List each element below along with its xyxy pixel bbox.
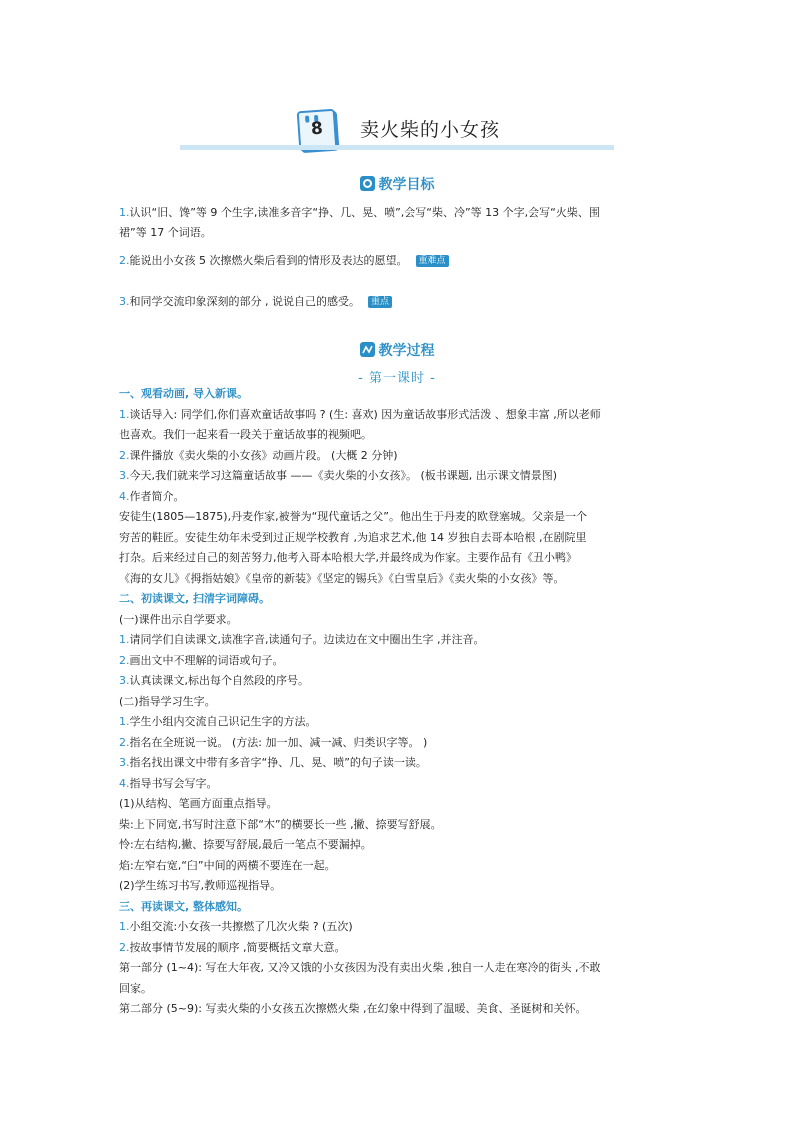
item-number: 4.: [119, 776, 130, 790]
objective-text: 认识“旧、馋”等 9 个生字,读准多音字“挣、几、晃、喷”,会写“柴、冷”等 13 个字,会写“火柴、围: [129, 206, 600, 219]
line-text: 第一部分 (1~4): 写在大年夜, 又冷又饿的小女孩因为没有卖出火柴 ,独自一人走在寒冷的街头 ,不敢: [119, 961, 601, 974]
line-text: 课件播放《卖火柴的小女孩》动画片段。 (大概 2 分钟): [129, 448, 398, 462]
line-text: 今天,我们就来学习这篇童话故事 ——《卖火柴的小女孩》。 (板书课题, 出示课文情景图): [129, 469, 558, 482]
line-text: 《海的女儿》《拇指姑娘》《皇帝的新装》《坚定的锡兵》《白雪皇后》《卖火柴的小女孩》等。: [119, 571, 565, 585]
line-text: 请同学们自读课文,读准字音,读通句子。边读边在文中圈出生字 ,并注音。: [129, 633, 485, 646]
line-text: 指导书写会写字。: [129, 776, 218, 790]
line-text: 怜:左右结构,撇、捺要写舒展,最后一笔点不要漏掉。: [119, 838, 372, 851]
lesson-header: [180, 104, 614, 152]
line-text: 安徒生(1805—1875),丹麦作家,被誉为“现代童话之父”。他出生于丹麦的欧登塞城。父亲是一个: [119, 510, 587, 523]
item-number: 4.: [119, 489, 130, 503]
title-divider: [180, 145, 614, 150]
lesson-number: 8: [310, 118, 324, 140]
objective-item: [119, 251, 679, 271]
target-icon: [360, 176, 375, 191]
text-line: [119, 958, 679, 979]
line-text: 小组交流:小女孩一共擦燃了几次火柴 ? (五次): [129, 920, 353, 933]
text-line: [119, 753, 679, 774]
objective-number: 3.: [119, 295, 130, 308]
line-text: 一、观看动画, 导入新课。: [119, 387, 249, 400]
process-heading-text: 教学过程: [378, 343, 435, 359]
section-subheading: [119, 589, 679, 610]
line-text: 柴:上下同宽,书写时注意下部“木”的横要长一些 ,撇、捺要写舒展。: [119, 817, 442, 831]
text-line: [119, 466, 679, 487]
objectives-heading-text: 教学目标: [378, 177, 435, 193]
text-line: [119, 733, 679, 754]
objective-text: 和同学交流印象深刻的部分 , 说说自己的感受。: [129, 295, 360, 308]
text-line: [119, 876, 679, 897]
item-number: 2.: [119, 653, 130, 667]
line-text: 作者简介。: [129, 489, 185, 503]
item-number: 2.: [119, 940, 130, 954]
difficulty-tag: 重难点: [416, 255, 449, 267]
line-text: 二、初读课文, 扫清字词障碍。: [119, 592, 271, 605]
text-line: [119, 651, 679, 672]
line-text: 回家。: [119, 981, 152, 995]
text-line: [119, 528, 679, 549]
line-text: 指名在全班说一说。 (方法: 加一加、减一减、归类识字等。 ): [129, 735, 428, 749]
line-text: 画出文中不理解的词语或句子。: [129, 653, 284, 667]
item-number: 1.: [119, 633, 130, 646]
line-text: (一)课件出示自学要求。: [119, 612, 238, 626]
text-line: [119, 446, 679, 467]
text-line: [119, 487, 679, 508]
line-text: 指名找出课文中带有多音字“挣、几、晃、喷”的句子读一读。: [129, 756, 427, 769]
text-line: [119, 856, 679, 877]
text-line: [119, 630, 679, 651]
lesson-title: 卖火柴的小女孩: [360, 119, 501, 141]
item-number: 3.: [119, 469, 130, 482]
section-subheading: [119, 897, 679, 918]
objective-text-cont: 裙”等 17 个词语。: [119, 226, 212, 239]
text-line: [119, 712, 679, 733]
line-text: (1)从结构、笔画方面重点指导。: [119, 797, 278, 810]
text-line: [119, 917, 679, 938]
text-line: [119, 815, 679, 836]
line-text: 谈话导入: 同学们,你们喜欢童话故事吗 ? (生: 喜欢) 因为童话故事形式活泼 、想象丰富 ,所以老师: [129, 407, 601, 421]
text-line: [119, 774, 679, 795]
text-line: [119, 548, 679, 569]
objective-number: 2.: [119, 254, 130, 267]
text-line: [119, 425, 679, 446]
text-line: [119, 610, 679, 631]
line-text: 学生小组内交流自己识记生字的方法。: [129, 715, 317, 728]
key-point-tag: 重点: [368, 296, 392, 308]
text-line: [119, 569, 679, 590]
text-line: [119, 835, 679, 856]
objectives-heading: [0, 174, 794, 194]
item-number: 1.: [119, 407, 130, 421]
line-text: 三、再读课文, 整体感知。: [119, 899, 249, 913]
text-line: [119, 692, 679, 713]
objective-item: [119, 203, 679, 243]
item-number: 3.: [119, 674, 130, 687]
process-icon: [360, 342, 375, 357]
objective-item: [119, 292, 679, 312]
process-heading: [0, 340, 794, 360]
objective-text: 能说出小女孩 5 次擦燃火柴后看到的情形及表达的愿望。: [129, 254, 408, 267]
text-line: [119, 405, 679, 426]
text-line: [119, 999, 679, 1020]
text-line: [119, 938, 679, 959]
line-text: 按故事情节发展的顺序 ,简要概括文章大意。: [129, 940, 346, 954]
text-line: [119, 794, 679, 815]
line-text: 穷苦的鞋匠。安徒生幼年未受到过正规学校教育 ,为追求艺术,他 14 岁独自去哥本哈根 ,在剧院里: [119, 530, 587, 544]
line-text: 第二部分 (5~9): 写卖火柴的小女孩五次擦燃火柴 ,在幻象中得到了温暖、美食、圣诞树和关怀。: [119, 1002, 587, 1015]
line-text: 打杂。后来经过自己的刻苦努力,他考入哥本哈根大学,并最终成为作家。主要作品有《丑小鸭》: [119, 551, 577, 564]
item-number: 2.: [119, 448, 130, 462]
item-number: 1.: [119, 920, 130, 933]
text-line: [119, 979, 679, 1000]
line-text: 也喜欢。我们一起来看一段关于童话故事的视频吧。: [119, 428, 372, 441]
text-line: [119, 671, 679, 692]
line-text: (2)学生练习书写,教师巡视指导。: [119, 879, 282, 892]
process-content: [119, 384, 679, 1020]
lesson-period-label: - 第一课时 -: [358, 371, 436, 386]
item-number: 1.: [119, 715, 130, 728]
line-text: (二)指导学习生字。: [119, 694, 216, 708]
section-subheading: [119, 384, 679, 405]
item-number: 2.: [119, 735, 130, 749]
text-line: [119, 507, 679, 528]
line-text: 焰:左窄右宽,“臼”中间的两横不要连在一起。: [119, 858, 336, 872]
item-number: 3.: [119, 756, 130, 769]
line-text: 认真读课文,标出每个自然段的序号。: [129, 674, 309, 687]
objective-number: 1.: [119, 206, 130, 219]
